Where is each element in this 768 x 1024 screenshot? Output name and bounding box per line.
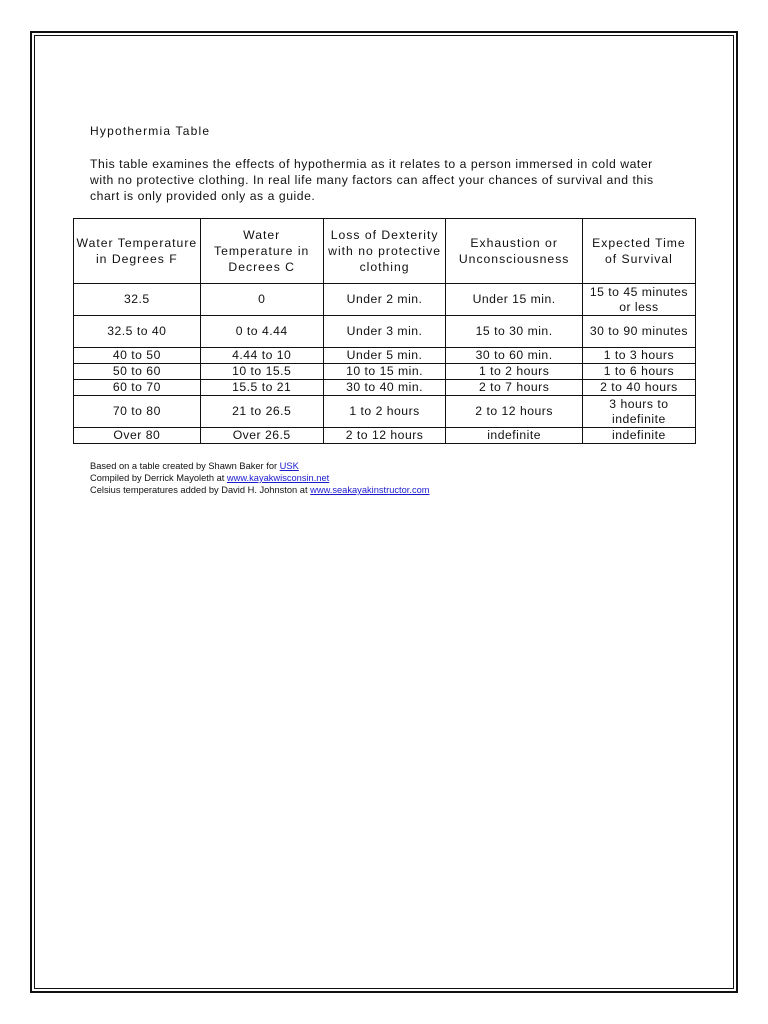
- seakayakinstructor-link[interactable]: www.seakayakinstructor.com: [310, 485, 430, 495]
- document-body: [90, 124, 700, 210]
- table-header-row: [74, 219, 696, 284]
- table-cell: 2 to 7 hours: [446, 380, 582, 396]
- note-text: Based on a table created by Shawn Baker for: [90, 461, 280, 471]
- table-cell: 15.5 to 21: [200, 380, 323, 396]
- table-cell: 32.5 to 40: [74, 316, 201, 348]
- usk-link[interactable]: USK: [279, 461, 299, 471]
- note-text: Compiled by Derrick Mayoleth at: [90, 473, 227, 483]
- table-cell: 1 to 3 hours: [582, 348, 695, 364]
- header-survival: Expected Time of Survival: [582, 219, 695, 284]
- table-cell: Over 80: [74, 428, 201, 444]
- table-cell: 2 to 12 hours: [323, 428, 446, 444]
- table-cell: 30 to 90 minutes: [582, 316, 695, 348]
- note-line: [90, 484, 430, 496]
- table-cell: Over 26.5: [200, 428, 323, 444]
- header-dexterity: Loss of Dexterity with no protective clothing: [323, 219, 446, 284]
- header-temp-f: Water Temperature in Degrees F: [74, 219, 201, 284]
- table-cell: 2 to 40 hours: [582, 380, 695, 396]
- table-cell: 3 hours to indefinite: [582, 396, 695, 428]
- table-cell: indefinite: [582, 428, 695, 444]
- table-cell: 70 to 80: [74, 396, 201, 428]
- document-title: Hypothermia Table: [90, 124, 211, 138]
- table-cell: 4.44 to 10: [200, 348, 323, 364]
- note-line: [90, 472, 430, 484]
- table-cell: 50 to 60: [74, 364, 201, 380]
- table-row: [74, 348, 696, 364]
- table-cell: 15 to 45 minutes or less: [582, 284, 695, 316]
- table-cell: Under 5 min.: [323, 348, 446, 364]
- table-cell: 1 to 2 hours: [323, 396, 446, 428]
- table-row: [74, 364, 696, 380]
- note-text: Celsius temperatures added by David H. Johnston at: [90, 485, 311, 495]
- table-cell: 0 to 4.44: [200, 316, 323, 348]
- source-notes: [90, 460, 430, 496]
- table-cell: 1 to 6 hours: [582, 364, 695, 380]
- hypothermia-table: [73, 218, 696, 444]
- table-cell: Under 3 min.: [323, 316, 446, 348]
- table-cell: 0: [200, 284, 323, 316]
- table-row: [74, 428, 696, 444]
- note-line: [90, 460, 430, 472]
- table-cell: 60 to 70: [74, 380, 201, 396]
- table-cell: indefinite: [446, 428, 582, 444]
- table-cell: 15 to 30 min.: [446, 316, 582, 348]
- table-row: [74, 316, 696, 348]
- table-cell: 21 to 26.5: [200, 396, 323, 428]
- header-temp-c: Water Temperature in Decrees C: [200, 219, 323, 284]
- table-cell: 2 to 12 hours: [446, 396, 582, 428]
- kayakwisconsin-link[interactable]: www.kayakwisconsin.net: [226, 473, 330, 483]
- table-row: [74, 284, 696, 316]
- table-cell: 10 to 15 min.: [323, 364, 446, 380]
- intro-paragraph: This table examines the effects of hypothermia as it relates to a person immersed in cold water with no protective clothing. In real life many factors can affect your chances of survival and this chart is only provided only as a guide.: [90, 157, 654, 203]
- table-cell: 30 to 60 min.: [446, 348, 582, 364]
- table-row: [74, 396, 696, 428]
- table-cell: 40 to 50: [74, 348, 201, 364]
- table-cell: 1 to 2 hours: [446, 364, 582, 380]
- table-cell: 10 to 15.5: [200, 364, 323, 380]
- table-cell: 32.5: [74, 284, 201, 316]
- header-exhaustion: Exhaustion or Unconsciousness: [446, 219, 582, 284]
- table-row: [74, 380, 696, 396]
- table-cell: 30 to 40 min.: [323, 380, 446, 396]
- table-cell: Under 2 min.: [323, 284, 446, 316]
- table-cell: Under 15 min.: [446, 284, 582, 316]
